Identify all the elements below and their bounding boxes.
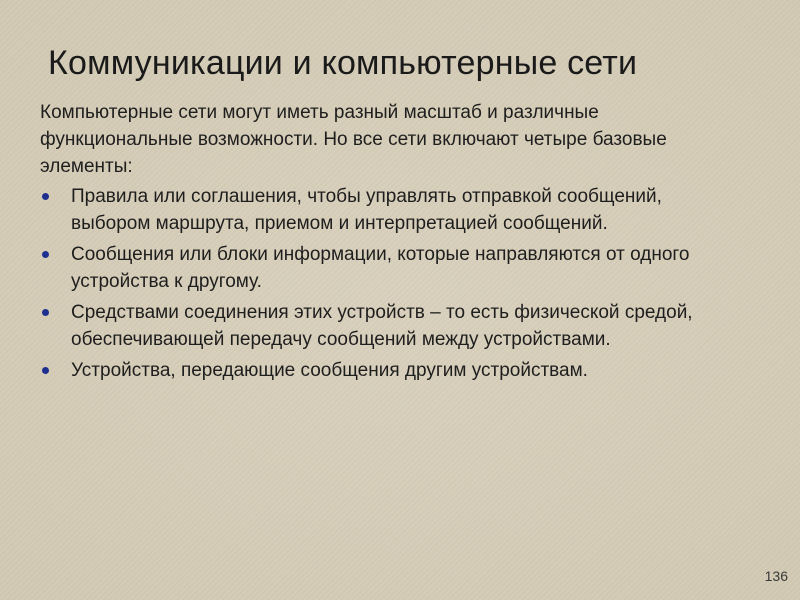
bullet-text: Сообщения или блоки информации, которые направляются от одного устройства к другому.	[71, 244, 690, 292]
bullet-dot-icon	[42, 367, 49, 374]
page-number: 136	[764, 568, 788, 584]
slide-title: Коммуникации и компьютерные сети	[48, 44, 638, 82]
intro-paragraph: Компьютерные сети могут иметь разный масштаб и различные функциональные возможности. Но все сети включают четыре базовые элементы:	[40, 102, 667, 177]
bullet-dot-icon	[42, 193, 49, 200]
slide-content	[40, 99, 730, 384]
bullet-item	[40, 183, 730, 237]
bullet-text: Средствами соединения этих устройств – то есть физической средой, обеспечивающей передачу сообщений между устройствами.	[71, 302, 693, 350]
bullet-dot-icon	[42, 251, 49, 258]
bullet-item	[40, 299, 730, 353]
bullet-dot-icon	[42, 309, 49, 316]
bullet-list	[40, 183, 730, 384]
bullet-item	[40, 357, 730, 384]
bullet-item	[40, 241, 730, 295]
bullet-text: Устройства, передающие сообщения другим устройствам.	[71, 360, 588, 381]
bullet-text: Правила или соглашения, чтобы управлять отправкой сообщений, выбором маршрута, приемом и интерпретацией сообщений.	[71, 186, 662, 234]
